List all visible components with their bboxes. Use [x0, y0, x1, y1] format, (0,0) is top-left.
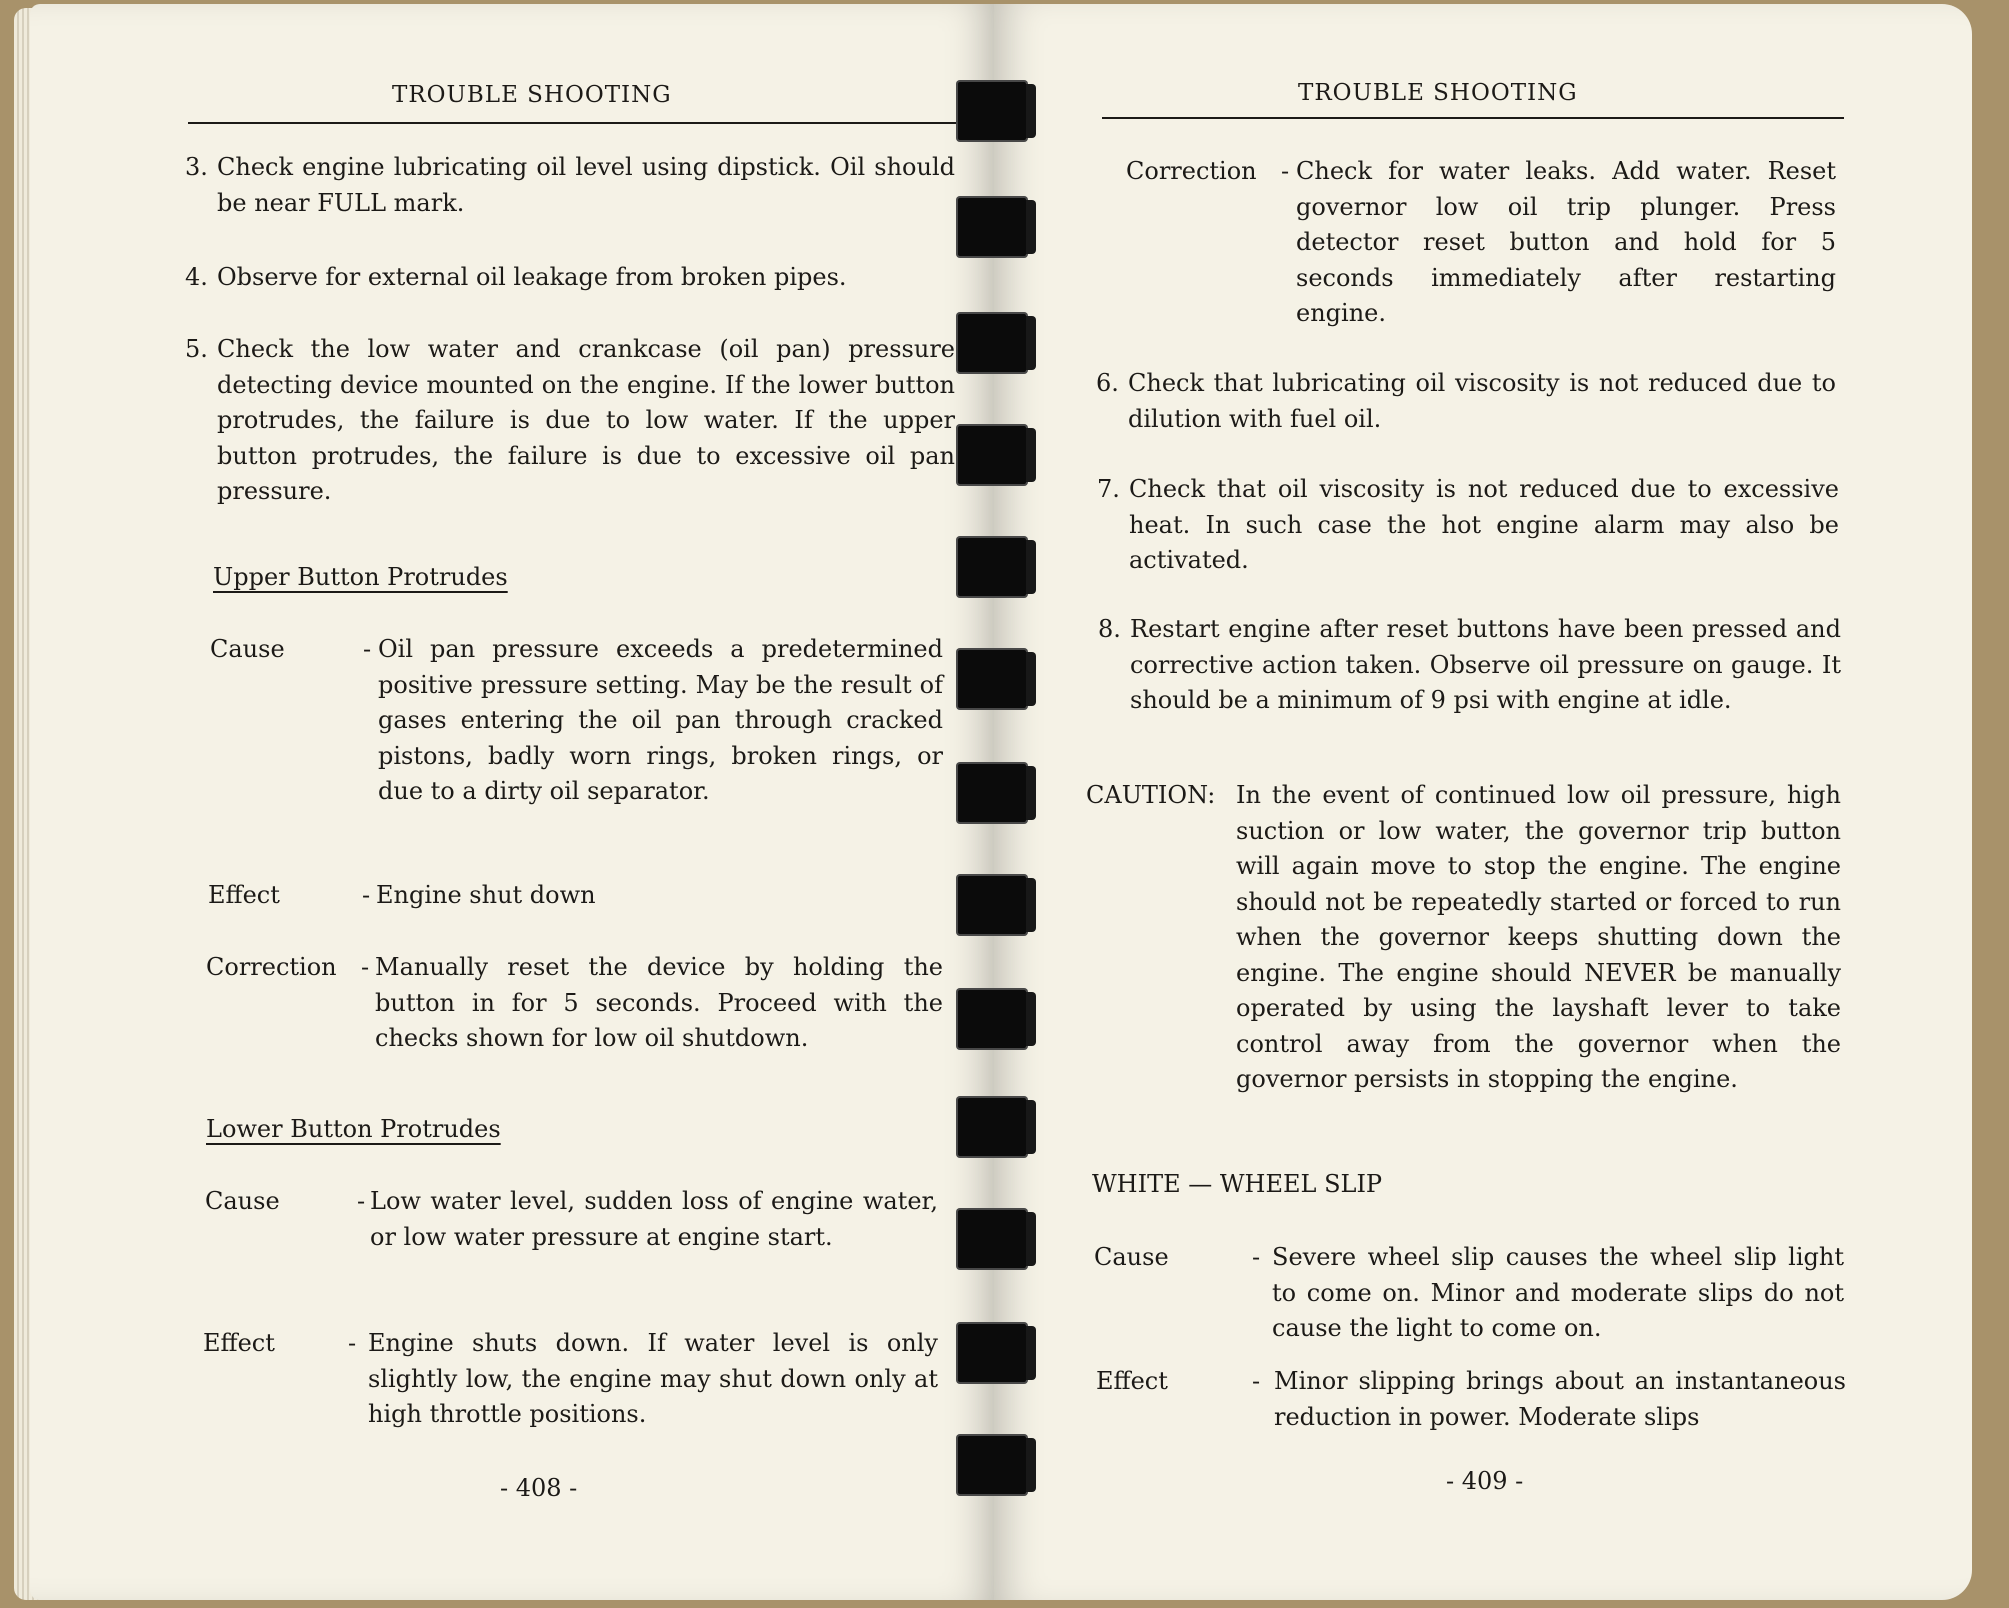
- wheel-effect-text: Minor slipping brings about an instantaneous reduction in power. Moderate slips: [1274, 1367, 1846, 1431]
- upper-effect-label: Effect: [208, 881, 280, 909]
- lower-effect-text: Engine shuts down. If water level is only slightly low, the engine may shut down only at high throttle positions.: [368, 1329, 938, 1428]
- dash: -: [362, 881, 371, 909]
- caution-text: In the event of continued low oil pressure, high suction or low water, the governor trip button will again move to stop the engine. The engine should not be repeatedly started or forced to run when the governor keeps shutting down the engine. The engine should NEVER be manually operated by using the layshaft lever to take control away from the governor when the governor persists in stopping the engine.: [1236, 781, 1841, 1093]
- caution-label: CAUTION:: [1086, 781, 1216, 809]
- item-number: 4.: [185, 263, 208, 291]
- item-number: 6.: [1096, 369, 1119, 397]
- binding-ring: [956, 1434, 1028, 1496]
- dash: -: [1281, 157, 1290, 185]
- binding-ring: [956, 1096, 1028, 1158]
- binding-ring: [956, 312, 1028, 374]
- item-text: Check that oil viscosity is not reduced due to excessive heat. In such case the hot engine alarm may also be activated.: [1129, 475, 1839, 574]
- right-page: [994, 4, 1972, 1600]
- spiral-binding: [952, 0, 1042, 1608]
- dash: -: [363, 635, 372, 663]
- correction-label: Correction: [1126, 157, 1257, 185]
- wheel-cause-label: Cause: [1094, 1243, 1169, 1271]
- dash: -: [361, 953, 370, 981]
- right-page-header: TROUBLE SHOOTING: [1298, 80, 1578, 106]
- item-number: 5.: [185, 335, 208, 363]
- dash: -: [1252, 1367, 1261, 1395]
- item-text: Restart engine after reset buttons have been pressed and corrective action taken. Observe oil pressure on gauge. It should be a minimum of 9 psi with engine at idle.: [1130, 615, 1841, 714]
- item-number: 3.: [185, 153, 208, 181]
- wheel-effect-label: Effect: [1096, 1367, 1168, 1395]
- binding-ring: [956, 536, 1028, 598]
- binding-ring: [956, 762, 1028, 824]
- binding-ring: [956, 648, 1028, 710]
- upper-cause-text: Oil pan pressure exceeds a predetermined positive pressure setting. May be the result of gases entering the oil pan through cracked pistons, badly worn rings, broken rings, or due to a dirty oil separator.: [378, 635, 943, 805]
- lower-cause-label: Cause: [205, 1187, 280, 1215]
- item-number: 7.: [1097, 475, 1120, 503]
- upper-cause-label: Cause: [210, 635, 285, 663]
- wheel-slip-heading: WHITE — WHEEL SLIP: [1092, 1170, 1383, 1198]
- item-number: 8.: [1098, 615, 1121, 643]
- binding-ring: [956, 1208, 1028, 1270]
- wheel-cause-text: Severe wheel slip causes the wheel slip light to come on. Minor and moderate slips do not cause the light to come on.: [1272, 1243, 1844, 1342]
- item-text: Check engine lubricating oil level using dipstick. Oil should be near FULL mark.: [217, 153, 955, 217]
- right-page-number: - 409 -: [1446, 1467, 1524, 1495]
- left-page: [30, 4, 996, 1600]
- binding-ring: [956, 80, 1028, 142]
- binding-ring: [956, 988, 1028, 1050]
- dash: -: [1252, 1243, 1261, 1271]
- left-page-header: TROUBLE SHOOTING: [392, 82, 672, 108]
- dash: -: [348, 1329, 357, 1357]
- lower-cause-text: Low water level, sudden loss of engine water, or low water pressure at engine start.: [370, 1187, 938, 1251]
- correction-text: Check for water leaks. Add water. Reset governor low oil trip plunger. Press detector reset button and hold for 5 seconds immediately after restarting engine.: [1296, 157, 1836, 327]
- item-text: Check that lubricating oil viscosity is not reduced due to dilution with fuel oil.: [1128, 369, 1836, 433]
- binding-ring: [956, 1322, 1028, 1384]
- upper-correction-text: Manually reset the device by holding the button in for 5 seconds. Proceed with the checks shown for low oil shutdown.: [375, 953, 943, 1052]
- lower-effect-label: Effect: [203, 1329, 275, 1357]
- dash: -: [357, 1187, 366, 1215]
- left-header-rule: [188, 122, 965, 124]
- right-header-rule: [1102, 117, 1844, 119]
- upper-button-heading: Upper Button Protrudes: [213, 563, 508, 591]
- lower-button-heading: Lower Button Protrudes: [206, 1115, 501, 1143]
- binding-ring: [956, 424, 1028, 486]
- upper-correction-label: Correction: [206, 953, 337, 981]
- left-page-number: - 408 -: [500, 1474, 578, 1502]
- binding-ring: [956, 874, 1028, 936]
- item-text: Observe for external oil leakage from broken pipes.: [217, 263, 847, 291]
- upper-effect-text: Engine shut down: [376, 881, 596, 909]
- item-text: Check the low water and crankcase (oil pan) pressure detecting device mounted on the engine. If the lower button protrudes, the failure is due to low water. If the upper button protrudes, the failure is due to excessive oil pan pressure.: [217, 335, 955, 505]
- binding-ring: [956, 196, 1028, 258]
